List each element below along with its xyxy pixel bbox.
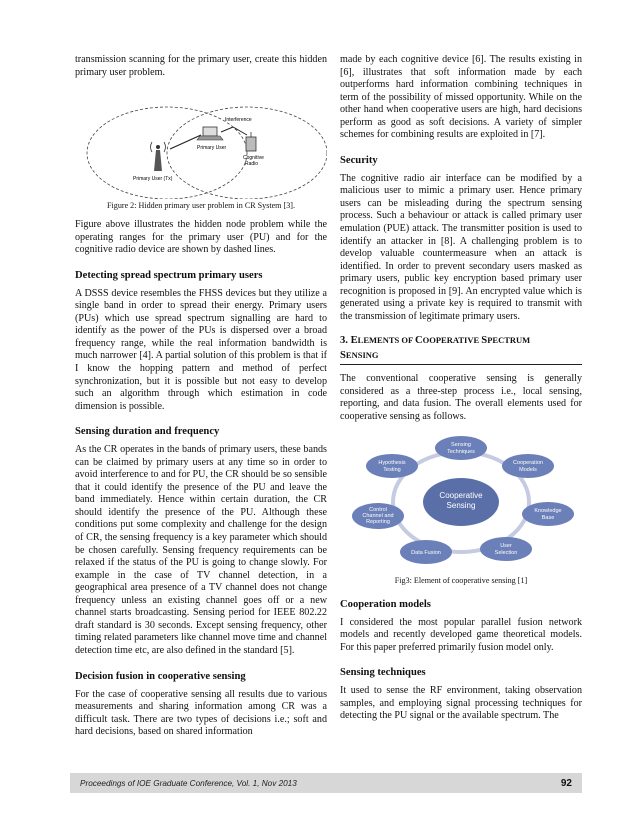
- heading-sensing-techniques: Sensing techniques: [340, 667, 426, 679]
- svg-text:Channel and: Channel and: [362, 512, 394, 519]
- figure-3-caption: Fig3: Element of cooperative sensing [1]: [394, 575, 528, 585]
- heading-security: Security: [340, 154, 378, 166]
- node-knowledge-base: [522, 502, 574, 526]
- primary-user-tx-label: Primary User (Tx): [133, 176, 173, 183]
- heading-spread-spectrum: Detecting spread spectrum primary users: [75, 269, 263, 281]
- heading-sensing-duration: Sensing duration and frequency: [75, 426, 220, 438]
- interference-arrow: [221, 127, 247, 135]
- figure-2: [75, 87, 327, 199]
- hidden-primary-user-diagram: [75, 87, 327, 199]
- right-paragraph-tech: It used to sense the RF environment, taking observation samples, and employing signal processing techniques for detecting the PU signal or the available spectrum. The: [340, 685, 582, 722]
- laptop-icon: [197, 127, 223, 140]
- node-user-selection: [480, 537, 532, 561]
- figure-3: [340, 432, 582, 572]
- left-paragraph-fig2: Figure above illustrates the hidden node problem while the operating ranges for the primary user (PU) and for the cognitive radio device are shown by dashed lines.: [75, 219, 327, 256]
- section-3-heading: 3. ELEMENTS OF COOPERATIVE SPECTRUM SENSING: [340, 333, 582, 365]
- page-footer: [70, 773, 582, 793]
- node-cooperation-models: [502, 454, 554, 478]
- node-sensing-techniques: [435, 436, 487, 460]
- tower-icon: [151, 142, 166, 171]
- right-paragraph-top: made by each cognitive device [6]. The results existing in [6], illustrates that soft information made by each outperforms hard information combining techniques in term of the possibility of missed opportunity. While on the other hand when cooperative users are high, hard decisions perform as good as soft decisions. A variety of simpler schemes for combining results are exploited in [7].: [340, 54, 582, 141]
- right-paragraph-security: The cognitive radio air interface can be modified by a malicious user to mimic a primary user. Hence primary users can be misleading during the spectrum sensing process. Such a behaviour or attack is called primary user emulation (PUE) attack. The transmitter position is used to identify an attacker in [8]. A challenging problem is to develop valuable countermeasure when an attack is identified. In order to prevent secondary users masked as primary users, public key encryption based primary user recognition is proposed in [9]. An encrypted value which is generated using a private key is required to transmit with the transmission of legitimate primary users.: [340, 172, 582, 322]
- page-number: 92: [560, 777, 572, 789]
- left-column: [75, 54, 327, 739]
- radio-label: Radio: [245, 161, 259, 168]
- svg-text:User: User: [500, 542, 512, 549]
- svg-text:Reporting: Reporting: [366, 518, 390, 525]
- cognitive-label: Cognitive: [243, 155, 264, 162]
- svg-text:Sensing: Sensing: [451, 441, 471, 448]
- left-paragraph-top: transmission scanning for the primary user, create this hidden primary user problem.: [75, 54, 327, 78]
- svg-text:Testing: Testing: [383, 466, 401, 473]
- svg-text:Data Fusion: Data Fusion: [411, 549, 441, 556]
- cooperative-sensing-diagram: [340, 432, 582, 572]
- svg-text:Selection: Selection: [494, 549, 518, 556]
- right-paragraph-coop: I considered the most popular parallel fusion network models and recently developed game theoretical models. For this paper preferred primarily fusion model only.: [340, 616, 582, 653]
- left-paragraph-fusion: For the case of cooperative sensing all results due to various measurements and sharing information among CR was a difficult task. There are two types of decisions i.e.; soft and hard decisions, based on shared information: [75, 688, 327, 738]
- interference-label: Interference: [225, 117, 252, 124]
- node-hypothesis-testing: [366, 454, 418, 478]
- footer-publication: Proceedings of IOE Graduate Conference, Vol. 1, Nov 2013: [80, 778, 297, 788]
- center-label-2: Sensing: [446, 500, 476, 510]
- section-3-number: 3. E: [340, 335, 358, 347]
- svg-text:Base: Base: [541, 514, 555, 521]
- heading-decision-fusion: Decision fusion in cooperative sensing: [75, 670, 246, 682]
- svg-text:Models: Models: [519, 466, 537, 473]
- cognitive-radio-icon: [246, 132, 256, 151]
- left-paragraph-duration: As the CR operates in the bands of primary users, these bands can be claimed by primary users at any time so in order to avoid interference to and for PU, the CR should be so sensible that it could identify the presence of the PU and leave the band immediately. Hence within certain duration, the CR should identify the presence of the PU. Although these conditions put some complexity and challenge for the design of CR, the sensing frequency is a key parameter which should be chosen carefully. Sensing frequency requirements can be relaxed if the status of the PU is going to change slowly. For example in the case of TV channel detection, in a geographical area presence of a TV channel does not change frequency unless an existing channel goes off or a new channel starts broadcasting. Sensing period for IEEE 802.22 draft standard is 30 seconds. Except sensing frequency, other timing related parameters like channel move time and channel detection time etc, are also defined in the standard [5].: [75, 444, 327, 656]
- figure-2-caption: Figure 2: Hidden primary user problem in CR System [3].: [107, 201, 295, 211]
- svg-text:Hypothesis: Hypothesis: [378, 459, 406, 466]
- right-paragraph-sec3: The conventional cooperative sensing is generally considered as a three-step process i.e., local sensing, reporting, and data fusion. The overall elements used for cooperative sensing as follows.: [340, 373, 582, 423]
- svg-text:Techniques: Techniques: [447, 448, 475, 455]
- svg-text:Cooperation: Cooperation: [513, 459, 543, 466]
- primary-user-label: Primary User: [197, 145, 227, 152]
- right-column: [340, 54, 582, 723]
- heading-cooperation-models: Cooperation models: [340, 598, 431, 610]
- center-label-1: Cooperative: [439, 490, 483, 500]
- svg-text:Control: Control: [369, 506, 387, 513]
- svg-text:Knowledge: Knowledge: [534, 507, 562, 514]
- left-paragraph-spread: A DSSS device resembles the FHSS devices but they utilize a single band in order to spread their energy. Primary users (PUs) which use spread spectrum signalling are hard to identify as the power of the PUs is dispersed over a broad frequency range, while the real information bandwidth is much narrower [4]. A partial solution of this problem is that if I know the hopping pattern and method of perfect synchronization, but it is possible but not easy to develop such an algorithm through which estimation in code dimension is possible.: [75, 287, 327, 412]
